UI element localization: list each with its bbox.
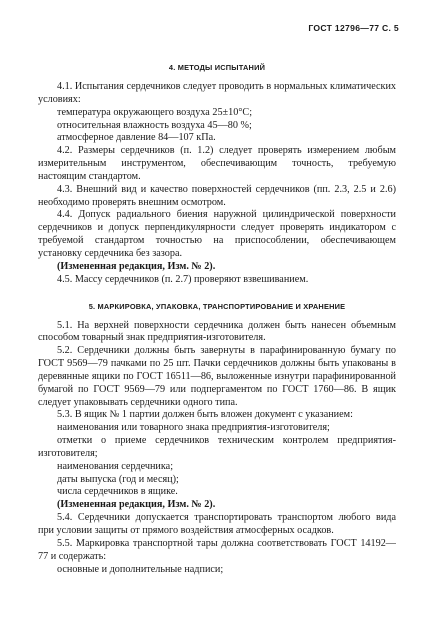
clause-4-4: 4.4. Допуск радиального биения наружной цилиндрической поверхности сердечников и допуск перпендикулярности следует проверять индикатором с требуемой стандартом точностью на приспособлении, обеспечивающем установку сердечника без зазора. bbox=[38, 209, 396, 259]
revision-note-4: (Измененная редакция, Изм. № 2). bbox=[57, 260, 216, 272]
marking-item-inscriptions: основные и дополнительные надписи; bbox=[57, 563, 224, 575]
section-4-heading: 4. МЕТОДЫ ИСПЫТАНИЙ bbox=[168, 63, 266, 72]
doc-item-manufacturer: наименования или товарного знака предприятия-изготовителя; bbox=[57, 422, 330, 434]
clause-4-3: 4.3. Внешний вид и качество поверхностей сердечников (пп. 2.3, 2.5 и 2.6) необходимо проверять внешним осмотром. bbox=[38, 183, 396, 208]
condition-temperature: температура окружающего воздуха 25±10°С; bbox=[57, 106, 253, 118]
page-content bbox=[38, 50, 396, 576]
section-5-heading: 5. МАРКИРОВКА, УПАКОВКА, ТРАНСПОРТИРОВАНИЕ И ХРАНЕНИЕ bbox=[88, 301, 346, 311]
clause-4-5: 4.5. Массу сердечников (п. 2.7) проверяют взвешиванием. bbox=[57, 273, 309, 285]
clause-5-2: 5.2. Сердечники должны быть завернуты в парафинированную бумагу по ГОСТ 9569—79 пачками по 25 шт. Пачки сердечников должны быть упакованы в деревянные ящики по ГОСТ 16511—86, выложенные изнутри парафинированной бумагой по ГОСТ 9569—79 или подпергаментом по ГОСТ 1760—86. В ящик следует упаковывать сердечники одного типа. bbox=[38, 345, 396, 408]
doc-item-core-name: наименования сердечника; bbox=[57, 460, 174, 472]
revision-note-5: (Измененная редакция, Изм. № 2). bbox=[57, 499, 216, 511]
clause-5-1: 5.1. На верхней поверхности сердечника должен быть нанесен объемным способом товарный знак предприятия-изготовителя. bbox=[38, 319, 396, 344]
doc-item-count: числа сердечников в ящике. bbox=[57, 486, 178, 498]
running-head: ГОСТ 12796—77 С. 5 bbox=[308, 23, 399, 33]
clause-4-2: 4.2. Размеры сердечников (п. 1.2) следует проверять измерением любым измерительным инструментом, обеспечивающим точность, требуемую настоящим стандартом. bbox=[38, 145, 396, 182]
condition-pressure: атмосферное давление 84—107 кПа. bbox=[57, 132, 216, 144]
condition-humidity: относительная влажность воздуха 45—80 %; bbox=[57, 119, 252, 131]
clause-4-1: 4.1. Испытания сердечников следует проводить в нормальных климатических условиях: bbox=[38, 81, 396, 105]
clause-5-5: 5.5. Маркировка транспортной тары должна соответствовать ГОСТ 14192—77 и содержать: bbox=[38, 537, 396, 562]
doc-item-inspection: отметки о приеме сердечников техническим контролем предприятия-изготовителя; bbox=[38, 435, 396, 459]
clause-5-4: 5.4. Сердечники допускается транспортировать транспортом любого вида при условии защиты от прямого воздействия атмосферных осадков. bbox=[38, 512, 396, 536]
doc-item-date: даты выпуска (год и месяц); bbox=[57, 473, 179, 485]
clause-5-3: 5.3. В ящик № 1 партии должен быть вложен документ с указанием: bbox=[57, 409, 353, 421]
